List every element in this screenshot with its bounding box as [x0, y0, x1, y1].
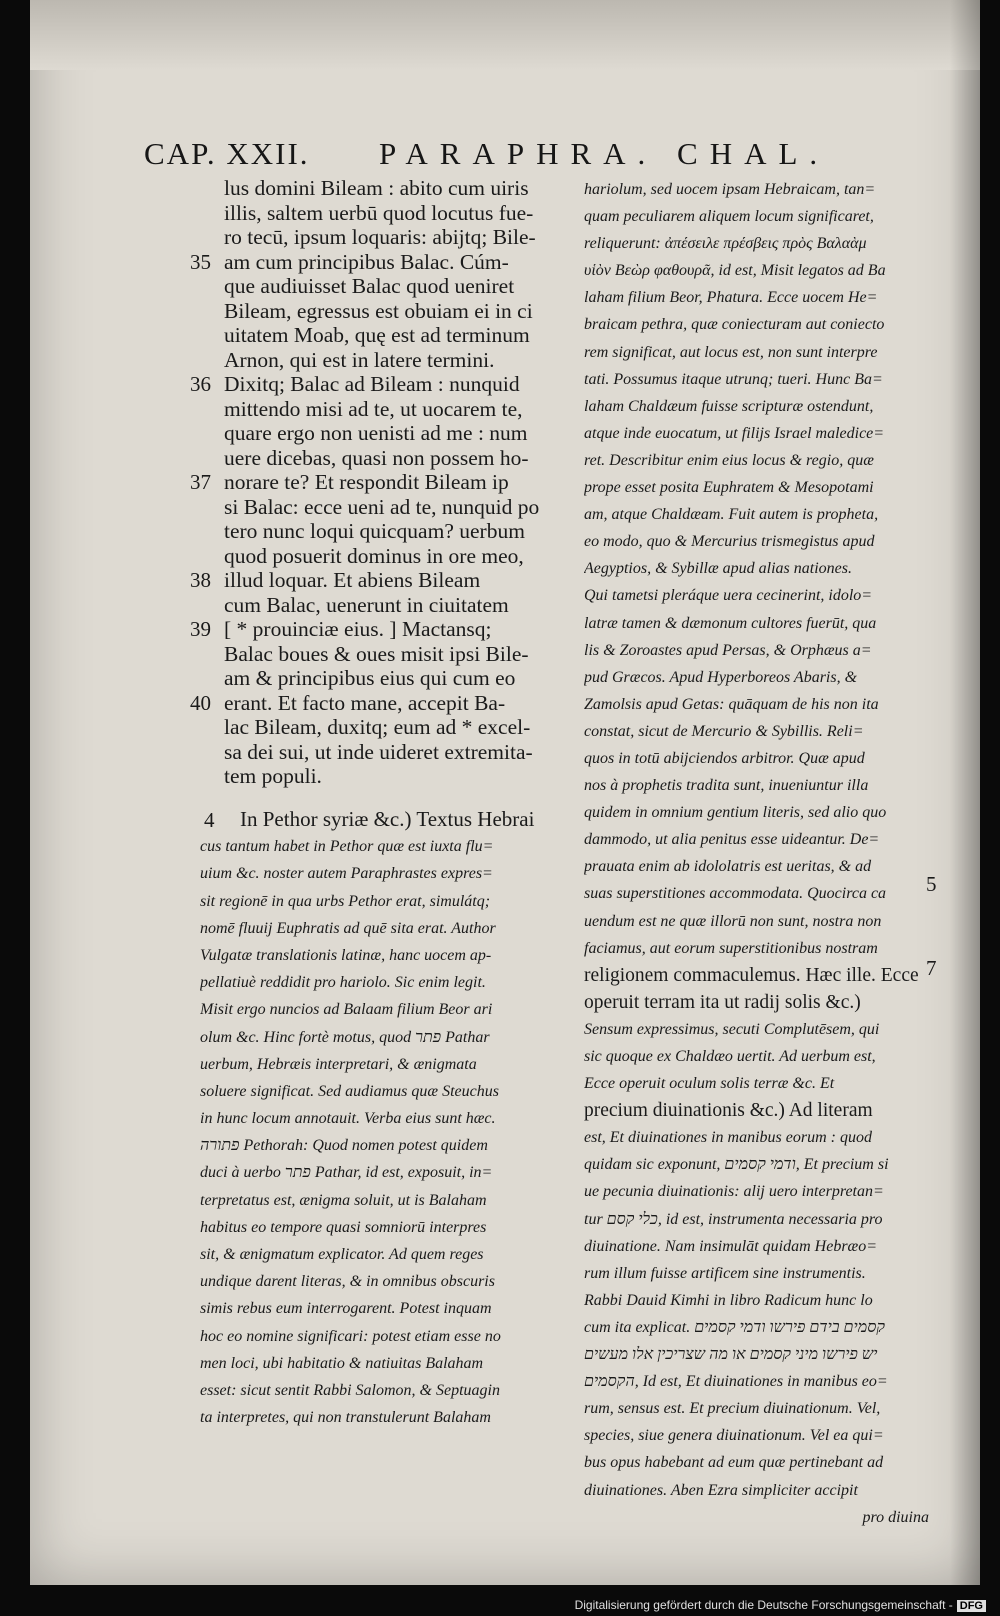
bible-text-line — [190, 249, 564, 275]
commentary-line: rum illum fuisse artificem sine instrumentis. — [584, 1264, 866, 1282]
commentary-line: יש פירשו מיני קסמים או מה שצריכין אלו מעשים — [584, 1346, 878, 1364]
bible-text: si Balac: ecce ueni ad te, nunquid po — [224, 494, 540, 519]
bible-text-line — [224, 348, 564, 373]
bible-text: uitatem Moab, quę est ad terminum — [224, 323, 530, 347]
commentary-line: υἱὸν Βεὼρ φαθουρᾶ, id est, Misit legatos ad Ba — [584, 262, 886, 280]
commentary-line: Zamolsis apud Getas: quāquam de his non ita — [584, 695, 879, 713]
commentary-line: tur כלי קסם, id est, instrumenta necessaria pro — [584, 1210, 883, 1228]
commentary-line: hoc eo nomine significari: potest etiam esse no — [200, 1327, 501, 1345]
commentary-line: men loci, ubi habitatio & natiuitas Balaham — [200, 1354, 484, 1372]
commentary-line: הקסמים, Id est, Et diuinationes in manibus eo= — [584, 1373, 888, 1391]
commentary-line: simis rebus eum interrogarent. Potest inquam — [200, 1300, 492, 1318]
commentary-line: habitus eo tempore quasi somniorū interpres — [200, 1218, 487, 1236]
bible-text-line — [190, 568, 564, 593]
commentary-line: laham filium Beor, Phatura. Ecce uocem He= — [584, 289, 878, 307]
commentary-line: uerbum, Hebræis interpretari, & ænigmata — [200, 1055, 477, 1073]
bible-text: sa dei sui, ut inde uideret extremita- — [224, 739, 533, 764]
bible-text-line — [224, 176, 564, 201]
verse-number: 35 — [190, 249, 211, 274]
digitization-footer — [575, 1598, 986, 1612]
commentary-line: sit regionē in qua urbs Pethor erat, simulátq; — [200, 892, 491, 910]
dfg-logo: DFG — [957, 1600, 986, 1612]
commentary-line: reliquerunt: ἀπέσειλε πρέσβεις πρὸς Βαλαὰμ — [584, 235, 867, 253]
bible-text-line — [224, 225, 564, 250]
bible-text: tero nunc loqui quicquam? uerbum — [224, 519, 525, 543]
commentary-line: precium diuinationis &c.) Ad literam — [584, 1100, 873, 1122]
commentary-line: am, atque Chaldæam. Fuit autem is propheta, — [584, 506, 879, 524]
bible-text: illud loquar. Et abiens Bileam — [224, 568, 481, 592]
bible-text: norare te? Et respondit Bileam ip — [224, 470, 509, 494]
commentary-line: operuit terram ita ut radij solis &c.) — [584, 991, 861, 1013]
bible-text: Arnon, qui est in latere termini. — [224, 347, 495, 372]
commentary-line: braicam pethra, quæ coniecturam aut coniecto — [584, 316, 885, 334]
commentary-line: cum ita explicat. קסמים בידם פירשו ודמי קסמים — [584, 1318, 885, 1336]
commentary-line: duci à uerbo פתר Pathar, id est, exposuit, in= — [200, 1164, 493, 1182]
verse-number: 40 — [190, 690, 211, 715]
right-commentary-column — [584, 176, 929, 1531]
bible-text: erant. Et facto mane, accepit Ba- — [224, 690, 506, 715]
commentary-line: sit, & ænigmatum explicator. Ad quem reges — [200, 1246, 484, 1263]
bible-text: Bileam, egressus est obuiam ei in ci — [224, 298, 533, 323]
bible-text-line — [224, 274, 564, 299]
bible-text: Dixitq; Balac ad Bileam : nunquid — [224, 372, 520, 396]
commentary-line: dammodo, ut alia penitus esse uideantur. De= — [584, 831, 880, 849]
commentary-line: Rabbi Dauid Kimhi in libro Radicum hunc lo — [584, 1291, 873, 1309]
commentary-line: diuinationes. Aben Ezra simpliciter accipit — [584, 1481, 858, 1499]
bible-text-line — [224, 764, 564, 789]
commentary-line: est, Et diuinationes in manibus eorum : quod — [584, 1129, 872, 1147]
bible-text-line — [224, 323, 564, 348]
commentary-line: cus tantum habet in Pethor quæ est iuxta flu= — [200, 838, 494, 856]
bible-text: lus domini Bileam : abito cum uiris — [224, 176, 529, 200]
bible-text-line — [224, 544, 564, 569]
commentary-line: latræ tamen & dæmonum cultores fuerūt, qua — [584, 614, 877, 632]
bible-text-line — [224, 421, 564, 446]
bible-text-line — [190, 470, 564, 495]
commentary-line: sic quoque ex Chaldæo uertit. Ad uerbum est, — [584, 1048, 876, 1065]
commentary-line: terpretatus est, ænigma soluit, ut is Balaham — [200, 1191, 487, 1209]
commentary-line: quam peculiarem aliquem locum significaret, — [584, 208, 874, 226]
commentary-line: undique darent literas, & in omnibus obscuris — [200, 1273, 495, 1291]
verse-number: 36 — [190, 372, 211, 396]
commentary-line: Ecce operuit oculum solis terræ &c. Et — [584, 1075, 835, 1093]
commentary-line: constat, sicut de Mercurio & Sybillis. Reli= — [584, 722, 864, 740]
commentary-line: quidam sic exponunt, ודמי קסמים, Et precium si — [584, 1156, 889, 1174]
commentary-line: Sensum expressimus, secuti Complutēsem, qui — [584, 1020, 880, 1038]
bible-text-line — [224, 201, 564, 226]
commentary-line: quos in totū abijciendos arbitror. Quæ apud — [584, 749, 865, 767]
bible-text-column — [190, 176, 564, 789]
running-title: PARAPHRA. CHAL. — [379, 136, 830, 171]
commentary-line: eo modo, quo & Mercurius trismegistus apud — [584, 533, 875, 551]
commentary-line: diuinatione. Nam insimulāt quidam Hebræo= — [584, 1237, 878, 1255]
bible-text-line — [224, 495, 564, 520]
left-commentary-column — [200, 806, 562, 1431]
bible-text-line — [224, 446, 564, 471]
commentary-number-4: 4 — [204, 808, 215, 832]
commentary-line: nomē fluuij Euphratis ad quē sita erat. Author — [200, 919, 496, 937]
commentary-line: species, siue genera diuinationum. Vel ea qui= — [584, 1427, 884, 1445]
verse-number: 38 — [190, 568, 211, 592]
bible-text: mittendo misi ad te, ut uocarem te, — [224, 396, 523, 421]
bible-text: am cum principibus Balac. Cúm- — [224, 249, 509, 274]
commentary-line: Misit ergo nuncios ad Balaam filium Beor ari — [200, 1001, 493, 1019]
bible-text: Balac boues & oues misit ipsi Bile- — [224, 641, 529, 666]
bible-text-line — [224, 593, 564, 618]
bible-text-line — [224, 666, 564, 691]
commentary-line: In Pethor syriæ &c.) Textus Hebrai — [240, 807, 535, 831]
commentary-line: rem significat, aut locus est, non sunt interpre — [584, 343, 878, 361]
margin-number-7: 7 — [926, 956, 937, 980]
bible-text: [ * prouinciæ eius. ] Mactansq; — [224, 617, 492, 641]
bible-text: quod posuerit dominus in ore meo, — [224, 543, 524, 568]
commentary-line: Aegyptios, & Sybillæ apud alias nationes. — [584, 560, 852, 578]
commentary-line: atque inde euocatum, ut filijs Israel maledice= — [584, 424, 885, 442]
commentary-line: prauata enim ab idololatris est ueritas, & ad — [584, 858, 872, 876]
commentary-line: ue pecunia diuinationis: alij uero interpretan= — [584, 1183, 884, 1201]
footer-text: Digitalisierung gefördert durch die Deutsche Forschungsgemeinschaft - — [574, 1598, 953, 1612]
bible-text-line — [224, 740, 564, 765]
commentary-line: soluere significat. Sed audiamus quæ Steuchus — [200, 1082, 499, 1100]
bible-text: uere dicebas, quasi non possem ho- — [224, 445, 529, 470]
bible-text-line — [190, 690, 564, 716]
commentary-line: ret. Describitur enim eius locus & regio, quæ — [584, 451, 874, 469]
bible-text-line — [190, 617, 564, 642]
commentary-line: tati. Possumus itaque utrunq; tueri. Hunc Ba= — [584, 370, 883, 388]
bible-text-line — [224, 299, 564, 324]
commentary-line: ta interpretes, qui non transtulerunt Balaham — [200, 1409, 491, 1427]
commentary-line: Vulgatæ translationis latinæ, hanc uocem ap- — [200, 946, 492, 964]
commentary-line: laham Chaldæum fuisse scripturæ ostendunt, — [584, 397, 874, 415]
bible-text: tem populi. — [224, 764, 322, 788]
commentary-line: prope esset posita Euphratem & Mesopotami — [584, 479, 874, 497]
commentary-line: uium &c. noster autem Paraphrastes expres= — [200, 865, 493, 883]
commentary-line: suas superstitiones accommodata. Quocirca ca — [584, 885, 887, 903]
commentary-line: quidem in omnium gentium literis, sed alio quo — [584, 804, 887, 822]
bible-text: illis, saltem uerbū quod locutus fue- — [224, 200, 534, 225]
verse-number: 37 — [190, 470, 211, 494]
commentary-line: lis & Zoroastes apud Persas, & Orphæus a= — [584, 641, 872, 659]
commentary-line: religionem commaculemus. Hæc ille. Ecce — [584, 964, 919, 986]
bible-text-line — [224, 397, 564, 422]
bible-text-line — [224, 519, 564, 544]
running-header — [144, 136, 884, 176]
verse-number: 39 — [190, 617, 211, 641]
commentary-line: faciamus, aut eorum superstitionibus nostram — [584, 939, 878, 957]
commentary-line: פתורה Pethorah: Quod nomen potest quidem — [200, 1137, 488, 1155]
bible-text: am & principibus eius qui cum eo — [224, 666, 516, 690]
commentary-line: Qui tametsi pleráque uera cecinerint, idolo= — [584, 587, 873, 605]
bible-text: que audiuisset Balac quod ueniret — [224, 274, 515, 298]
commentary-line: in hunc locum annotauit. Verba eius sunt hæc. — [200, 1110, 496, 1128]
commentary-line: bus opus habebant ad eum quæ pertinebant ad — [584, 1454, 884, 1472]
commentary-line: nos à prophetis tradita sunt, inueniuntur illa — [584, 777, 869, 795]
commentary-line: esset: sicut sentit Rabbi Salomon, & Septuagin — [200, 1381, 500, 1399]
commentary-line: pellatiuè reddidit pro hariolo. Sic enim legit. — [200, 974, 486, 992]
commentary-line: rum, sensus est. Et precium diuinationum. Vel, — [584, 1400, 881, 1418]
commentary-line: pud Græcos. Apud Hyperboreos Abaris, & — [584, 668, 858, 686]
bible-text-line — [190, 372, 564, 397]
bible-text-line — [224, 642, 564, 667]
commentary-line: hariolum, sed uocem ipsam Hebraicam, tan= — [584, 181, 876, 198]
commentary-line: pro diuina — [862, 1508, 929, 1526]
commentary-line: olum &c. Hinc fortè motus, quod פתר Pathar — [200, 1028, 490, 1046]
bible-text-line — [224, 715, 564, 740]
bible-text: lac Bileam, duxitq; eum ad * excel- — [224, 715, 531, 739]
commentary-line: uendum est ne quæ illorū non sunt, nostra non — [584, 912, 882, 930]
bible-text: quare ergo non uenisti ad me : num — [224, 421, 528, 445]
bible-text: ro tecū, ipsum loquaris: abijtq; Bile- — [224, 225, 536, 249]
chapter-label: CAP. XXII. — [144, 136, 310, 171]
margin-number-5: 5 — [926, 872, 937, 896]
bible-text: cum Balac, uenerunt in ciuitatem — [224, 592, 509, 617]
